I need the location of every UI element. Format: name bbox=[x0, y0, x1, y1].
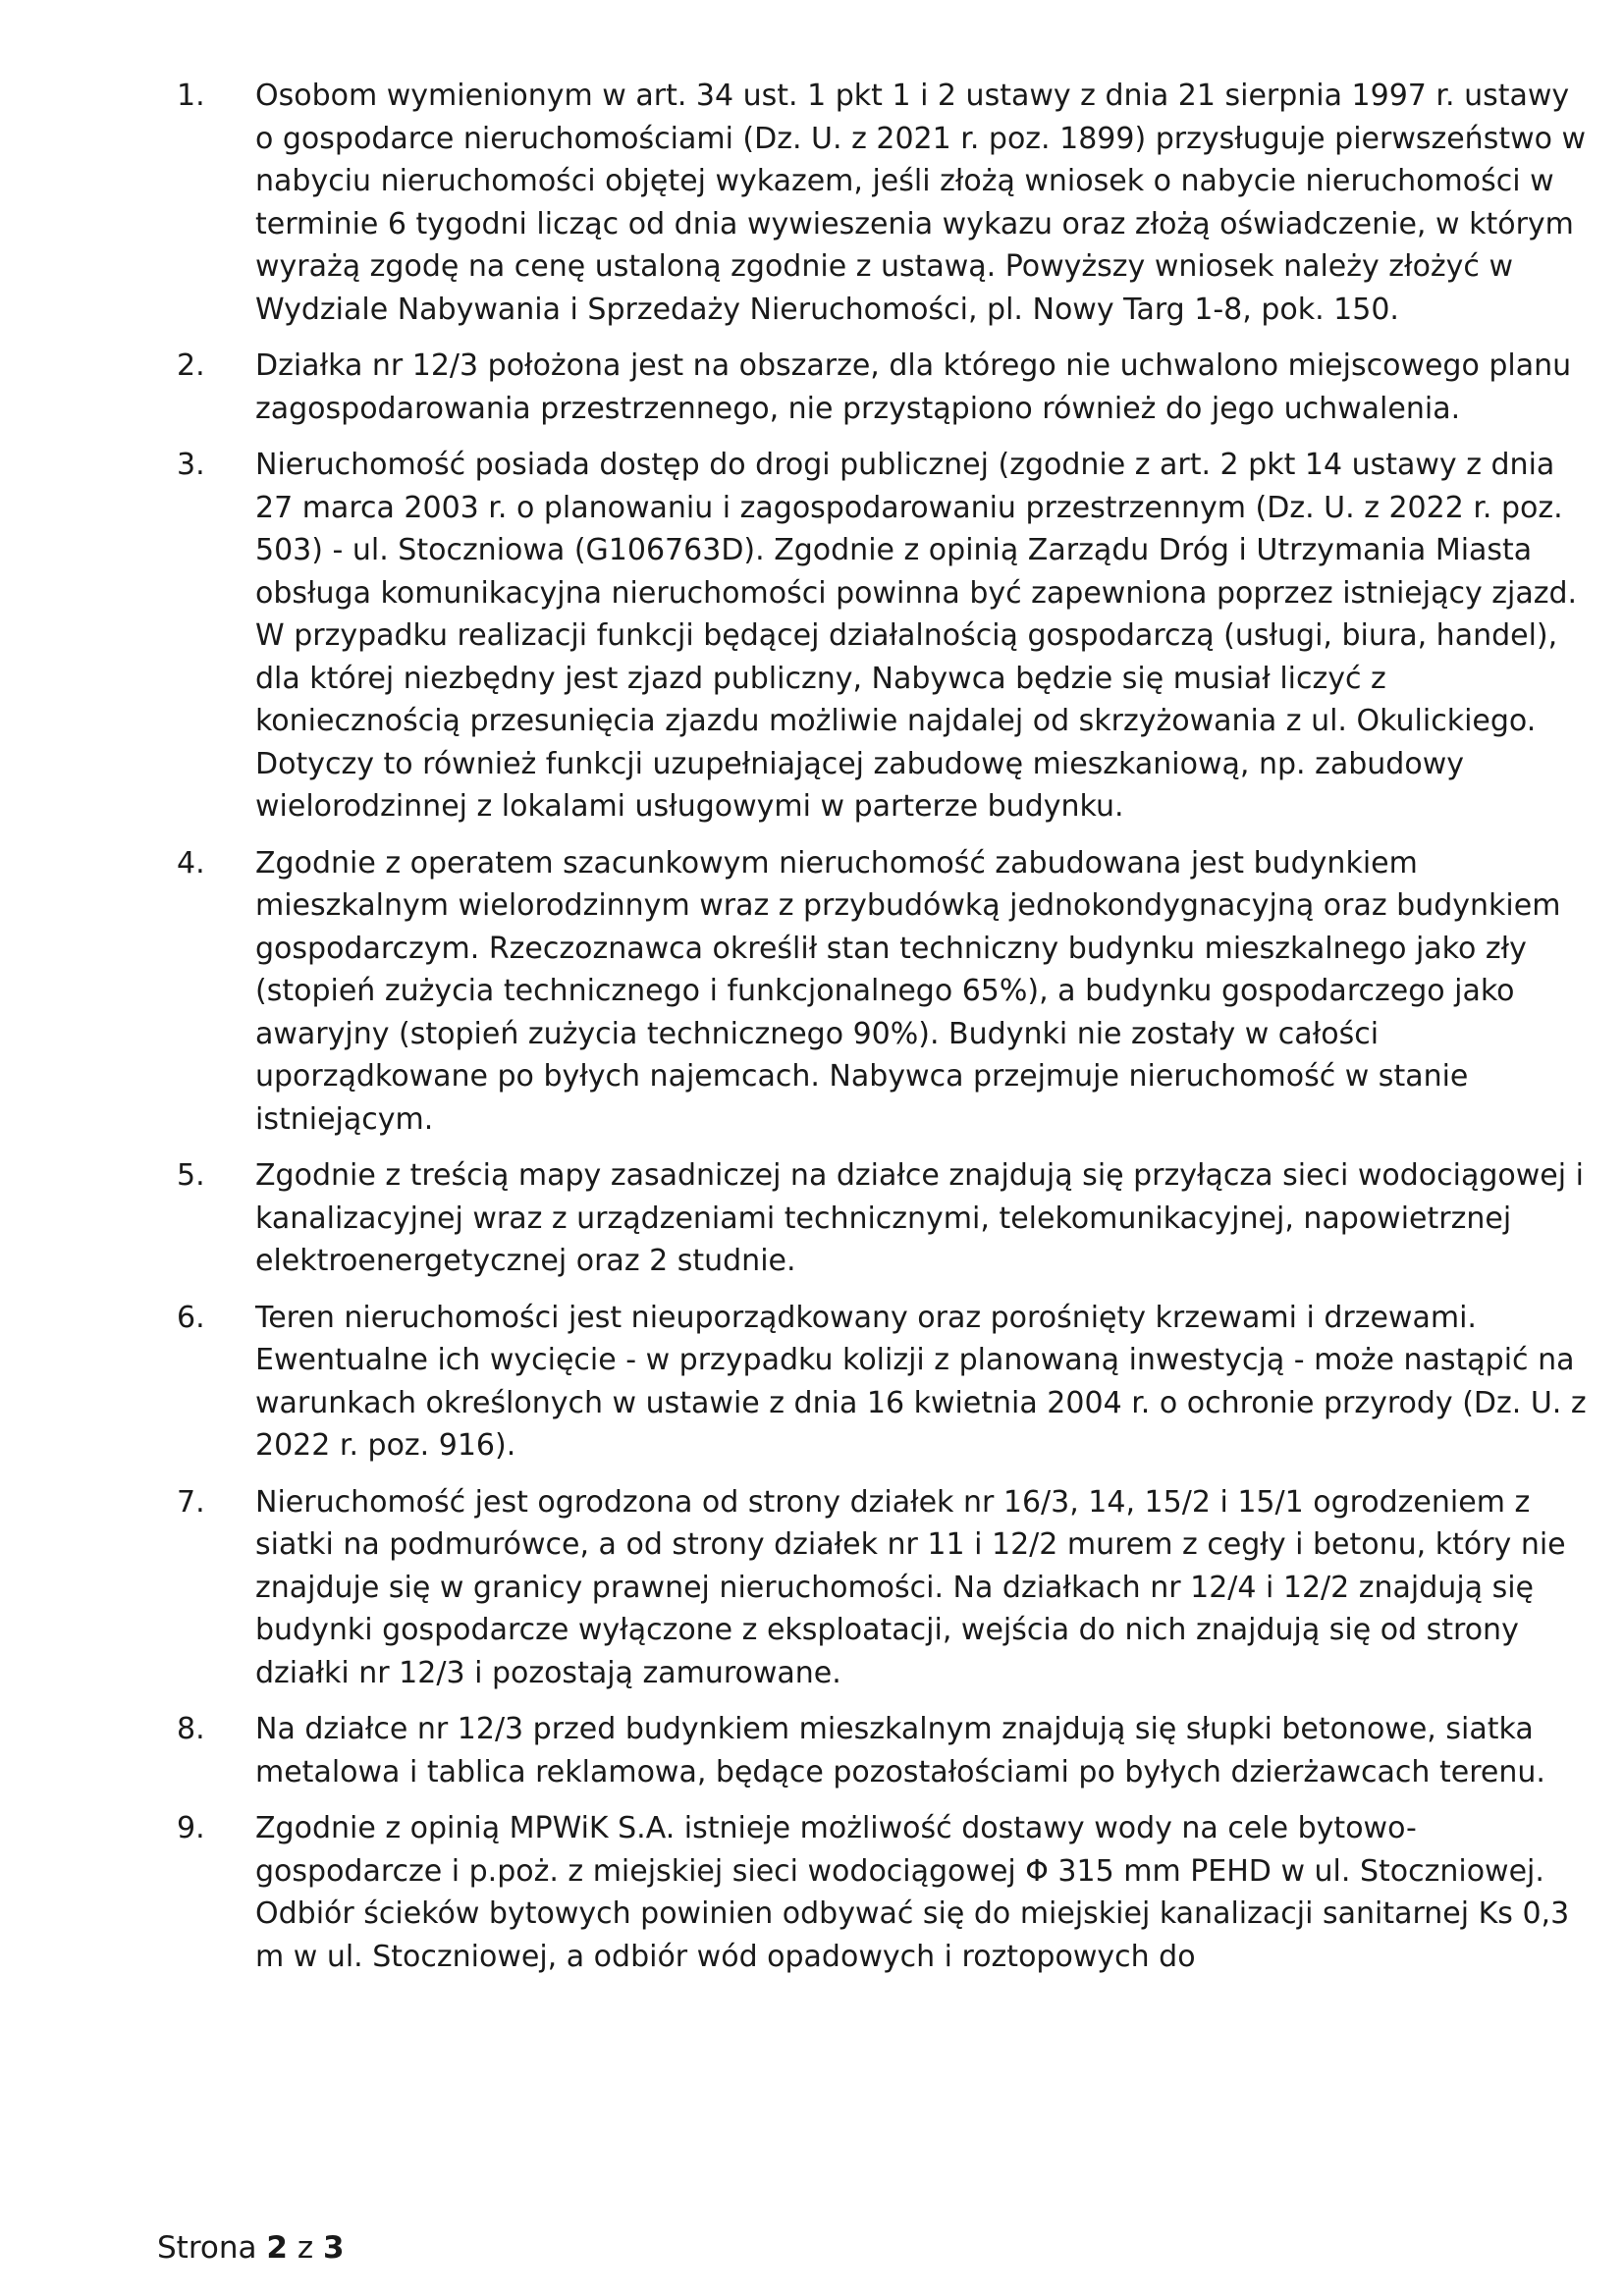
list-item bbox=[173, 1708, 1587, 1793]
item-text: Zgodnie z opinią MPWiK S.A. istnieje możliwość dostawy wody na cele bytowo-gospodarcze i p.poż. z miejskiej sieci wodociągowej Φ 315 mm PEHD w ul. Stoczniowej. Odbiór ścieków bytowych powinien odbywać się do miejskiej kanalizacji sanitarnej Ks 0,3 m w ul. Stoczniowej, a odbiór wód opadowych i roztopowych do bbox=[255, 1811, 1570, 1974]
item-number: 2. bbox=[177, 348, 205, 383]
item-text: Nieruchomość posiada dostęp do drogi publicznej (zgodnie z art. 2 pkt 14 ustawy z dnia 27 marca 2003 r. o planowaniu i zagospodarowaniu przestrzennym (Dz. U. z 2022 r. poz. 503) - ul. Stoczniowa (G106763D). Zgodnie z opinią Zarządu Dróg i Utrzymania Miasta obsługa komunikacyjna nieruchomości powinna być zapewniona poprzez istniejący zjazd. W przypadku realizacji funkcji będącej działalnością gospodarczą (usługi, biura, handel), dla której niezbędny jest zjazd publiczny, Nabywca będzie się musiał liczyć z koniecznością przesunięcia zjazdu możliwie najdalej od skrzyżowania z ul. Okulickiego. Dotyczy to również funkcji uzupełniającej zabudowę mieszkaniową, np. zabudowy wielorodzinnej z lokalami usługowymi w parterze budynku. bbox=[255, 448, 1578, 824]
item-number: 9. bbox=[177, 1811, 205, 1845]
list-item bbox=[173, 842, 1587, 1142]
page-footer bbox=[157, 2226, 345, 2269]
total-pages-number: 3 bbox=[322, 2230, 345, 2266]
item-text: Osobom wymienionym w art. 34 ust. 1 pkt 1 i 2 ustawy z dnia 21 sierpnia 1997 r. ustawy o gospodarce nieruchomościami (Dz. U. z 2021 r. poz. 1899) przysługuje pierwszeństwo w nabyciu nieruchomości objętej wykazem, jeśli złożą wniosek o nabycie nieruchomości w terminie 6 tygodni licząc od dnia wywieszenia wykazu oraz złożą oświadczenie, w którym wyrażą zgodę na cenę ustaloną zgodnie z ustawą. Powyższy wniosek należy złożyć w Wydziale Nabywania i Sprzedaży Nieruchomości, pl. Nowy Targ 1-8, pok. 150. bbox=[255, 79, 1587, 327]
item-number: 7. bbox=[177, 1484, 205, 1520]
item-text: Zgodnie z operatem szacunkowym nieruchomość zabudowana jest budynkiem mieszkalnym wielorodzinnym wraz z przybudówką jednokondygnacyjną oraz budynkiem gospodarczym. Rzeczoznawca określił stan techniczny budynku mieszkalnego jako zły (stopień zużycia technicznego i funkcjonalnego 65%), a budynku gospodarczego jako awaryjny (stopień zużycia technicznego 90%). Budynki nie zostały w całości uporządkowane po byłych najemcach. Nabywca przejmuje nieruchomość w stanie istniejącym. bbox=[255, 845, 1561, 1137]
list-item bbox=[173, 1481, 1587, 1695]
page-separator: z bbox=[297, 2230, 314, 2266]
list-item bbox=[173, 345, 1587, 430]
list-item bbox=[173, 444, 1587, 828]
item-number: 6. bbox=[177, 1300, 205, 1335]
list-item bbox=[173, 1154, 1587, 1283]
item-text: Działka nr 12/3 położona jest na obszarze, dla którego nie uchwalono miejscowego planu zagospodarowania przestrzennego, nie przystąpiono również do jego uchwalenia. bbox=[255, 348, 1572, 426]
item-text: Na działce nr 12/3 przed budynkiem mieszkalnym znajdują się słupki betonowe, siatka metalowa i tablica reklamowa, będące pozostałościami po byłych dzierżawcach terenu. bbox=[255, 1712, 1545, 1789]
item-number: 5. bbox=[177, 1158, 205, 1193]
numbered-conditions-list bbox=[173, 75, 1587, 1992]
item-number: 8. bbox=[177, 1712, 205, 1746]
item-text: Zgodnie z treścią mapy zasadniczej na działce znajdują się przyłącza sieci wodociągowej i kanalizacyjnej wraz z urządzeniami technicznymi, telekomunikacyjnej, napowietrznej elektroenergetycznej oraz 2 studnie. bbox=[255, 1158, 1584, 1278]
item-number: 1. bbox=[177, 79, 205, 113]
item-text: Teren nieruchomości jest nieuporządkowany oraz porośnięty krzewami i drzewami. Ewentualne ich wycięcie - w przypadku kolizji z planowaną inwestycją - może nastąpić na warunkach określonych w ustawie z dnia 16 kwietnia 2004 r. o ochronie przyrody (Dz. U. z 2022 r. poz. 916). bbox=[255, 1300, 1587, 1463]
item-number: 4. bbox=[177, 845, 205, 881]
list-item bbox=[173, 1297, 1587, 1468]
item-number: 3. bbox=[177, 448, 205, 482]
page-label: Strona bbox=[157, 2230, 257, 2266]
list-item bbox=[173, 1807, 1587, 1978]
current-page-number: 2 bbox=[266, 2230, 288, 2266]
list-item bbox=[173, 75, 1587, 331]
item-text: Nieruchomość jest ogrodzona od strony działek nr 16/3, 14, 15/2 i 15/1 ogrodzeniem z siatki na podmurówce, a od strony działek nr 11 i 12/2 murem z cegły i betonu, który nie znajduje się w granicy prawnej nieruchomości. Na działkach nr 12/4 i 12/2 znajdują się budynki gospodarcze wyłączone z eksploatacji, wejścia do nich znajdują się od strony działki nr 12/3 i pozostają zamurowane. bbox=[255, 1484, 1566, 1690]
